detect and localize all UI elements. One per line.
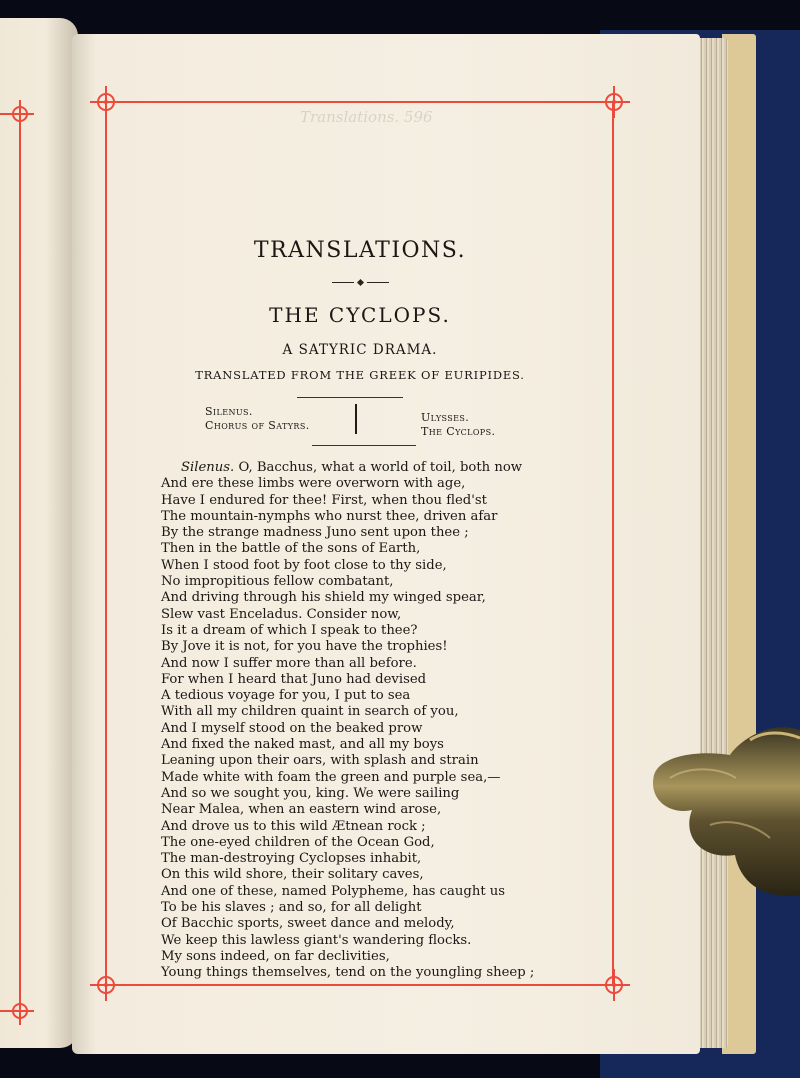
verse-line: To be his slaves ; and so, for all delight [161,900,422,916]
diamond-ornament-icon [356,278,363,285]
persona-name: Silenus. [205,405,253,418]
personae-rule-top [297,397,403,398]
personae-divider [355,404,357,434]
verse-line: Have I endured for thee! First, when thou fled'st [161,492,487,508]
translation-note: TRANSLATED FROM THE GREEK OF EURIPIDES. [195,368,525,382]
play-subtitle: A SATYRIC DRAMA. [282,342,438,358]
verse-line: And ere these limbs were overworn with age, [161,476,466,492]
verse-line: A tedious voyage for you, I put to sea [161,688,411,704]
verse-line: Of Bacchic sports, sweet dance and melody, [161,916,455,932]
page-border-left [105,102,107,984]
verse-line: No impropitious fellow combatant, [161,574,394,590]
verse-line: And fixed the naked mast, and all my boys [161,737,444,753]
persona-name: The Cyclops. [421,425,496,438]
verse-line: On this wild shore, their solitary caves, [161,867,424,883]
verse-line: My sons indeed, on far declivities, [161,948,390,964]
verse-line: And so we sought you, king. We were sailing [161,785,460,801]
left-page-corner-ornament-top [4,98,36,134]
verse-line: Is it a dream of which I speak to thee? [161,622,418,638]
verse-line: And driving through his shield my winged spear, [161,590,486,606]
corner-ornament-icon [89,85,123,119]
verse-line: The mountain-nymphs who nurst thee, driven afar [161,508,498,524]
verse-line: Leaning upon their oars, with splash and strain [161,753,479,769]
verse-line: And drove us to this wild Ætnean rock ; [161,818,426,834]
verse-line: By the strange madness Juno sent upon thee ; [161,525,469,541]
left-page-corner-ornament-bottom [4,995,36,1031]
verse-line: Made white with foam the green and purple sea,— [161,769,501,785]
verse-line: And now I suffer more than all before. [161,655,417,671]
personae-right-list [421,411,495,439]
verse-line-text: O, Bacchus, what a world of toil, both now [238,460,523,475]
verse-line: And one of these, named Polypheme, has caught us [161,883,506,899]
corner-ornament-icon [597,968,631,1002]
page-border-bottom [106,984,614,986]
verse-line-first [161,460,601,476]
bleed-through-text: Translations. 596 [300,108,433,126]
verse-line: We keep this lawless giant's wandering flocks. [161,932,472,948]
persona-name: Ulysses. [421,411,470,424]
verse-line: By Jove it is not, for you have the trophies! [161,639,448,655]
divider-line [332,282,354,283]
section-title: TRANSLATIONS. [253,238,467,263]
verse-line: And I myself stood on the beaked prow [161,720,423,736]
page-border-right [612,102,614,984]
verse-line: When I stood foot by foot close to thy side, [161,557,447,573]
title-ornament-divider [106,276,614,288]
verse-line: The one-eyed children of the Ocean God, [161,834,435,850]
personae-left-list [205,405,310,433]
brass-page-holder [640,660,800,960]
verse-line: For when I heard that Juno had devised [161,671,427,687]
verse-body [161,460,601,982]
corner-ornament-icon [597,85,631,119]
left-facing-page [0,18,78,1048]
verse-line: Young things themselves, tend on the youngling sheep ; [161,965,535,981]
corner-ornament-icon [89,968,123,1002]
speaker-name: Silenus. [181,460,235,475]
verse-line: Then in the battle of the sons of Earth, [161,541,421,557]
verse-line: With all my children quaint in search of you, [161,704,459,720]
play-title: THE CYCLOPS. [269,303,451,327]
verse-line: Near Malea, when an eastern wind arose, [161,802,442,818]
verse-line: Slew vast Enceladus. Consider now, [161,606,402,622]
divider-line [367,282,389,283]
page-border-top [106,101,614,103]
left-page-border-rule [19,108,21,1008]
verse-line: The man-destroying Cyclopses inhabit, [161,851,422,867]
personae-rule-bottom [312,445,416,446]
persona-name: Chorus of Satyrs. [205,419,310,432]
